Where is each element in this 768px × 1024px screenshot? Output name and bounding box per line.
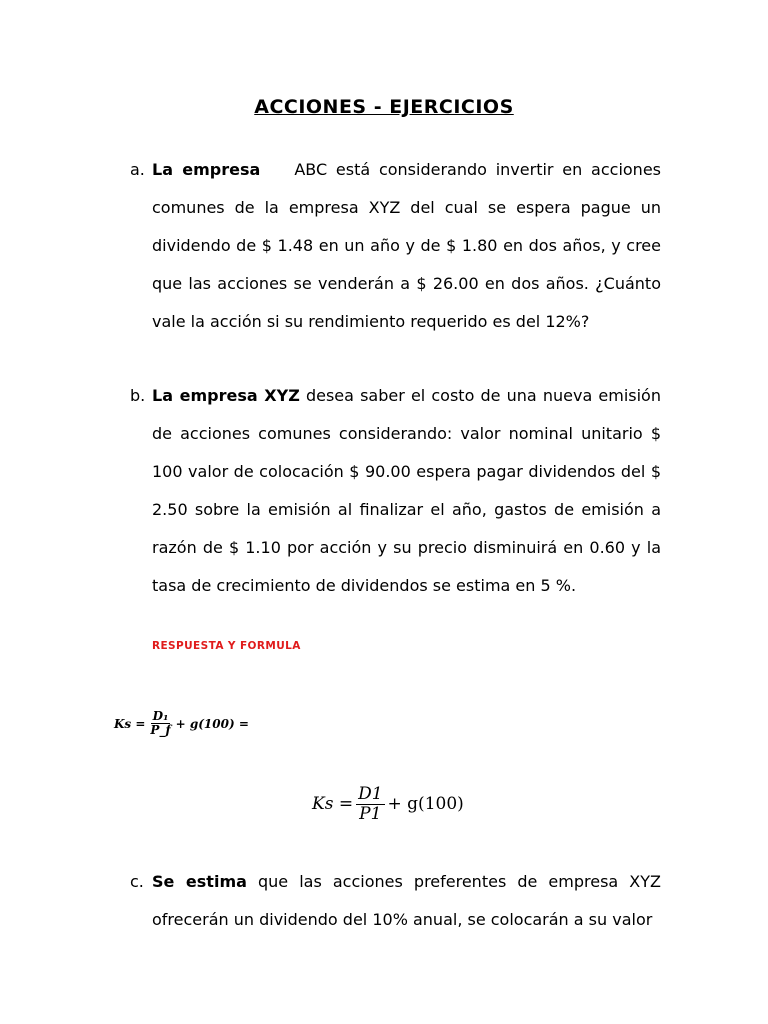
page-title: ACCIONES - EJERCICIOS: [254, 96, 514, 118]
exercise-text: desea saber el costo de una nueva emisión de acciones comunes considerando: valor nominal unitario $ 100 valor de colocación $ 90.00 espera pagar dividendos del $ 2.50 sobre la emisión al finalizar el año, gastos de emisión a razón de $ 1.10 por acción y su precio disminuirá en 0.60 y la tasa de crecimiento de dividendos se estima en 5 %.: [152, 386, 661, 595]
formula-rhs: + g(100) =: [175, 716, 249, 731]
formula-fraction: [148, 710, 172, 737]
list-marker: b.: [130, 386, 146, 405]
formula-numerator: D₁: [152, 709, 169, 723]
formula-lhs: Ks =: [114, 716, 146, 731]
formula-denominator: P1: [359, 803, 382, 824]
list-marker: c.: [130, 872, 144, 891]
formula-rhs: + g(100): [387, 794, 464, 815]
formula-denominator: P_f: [150, 723, 171, 738]
exercise-lead: Se estima: [152, 872, 247, 891]
exercise-c: [130, 863, 661, 939]
formula-lhs: Ks =: [312, 794, 354, 815]
exercise-text: que las acciones preferentes de empresa XYZ ofrecerán un dividendo del 10% anual, se colocarán a su valor: [152, 872, 661, 929]
formula-equation: [312, 785, 464, 823]
answer-heading: RESPUESTA Y FORMULA: [152, 640, 301, 652]
formula-numerator: D1: [358, 784, 383, 804]
list-marker: a.: [130, 160, 145, 179]
exercise-b: [130, 377, 661, 605]
exercise-lead: La empresa: [152, 160, 261, 179]
formula-fraction: [356, 785, 384, 823]
exercise-text: ABC está considerando invertir en acciones comunes de la empresa XYZ del cual se espera pague un dividendo de $ 1.48 en un año y de $ 1.80 en dos años, y cree que las acciones se venderán a $ 26.00 en dos años. ¿Cuánto vale la acción si su rendimiento requerido es del 12%?: [152, 160, 662, 331]
exercise-lead: La empresa XYZ: [152, 386, 300, 405]
formula-image: [114, 710, 249, 737]
exercise-a: [130, 151, 661, 341]
